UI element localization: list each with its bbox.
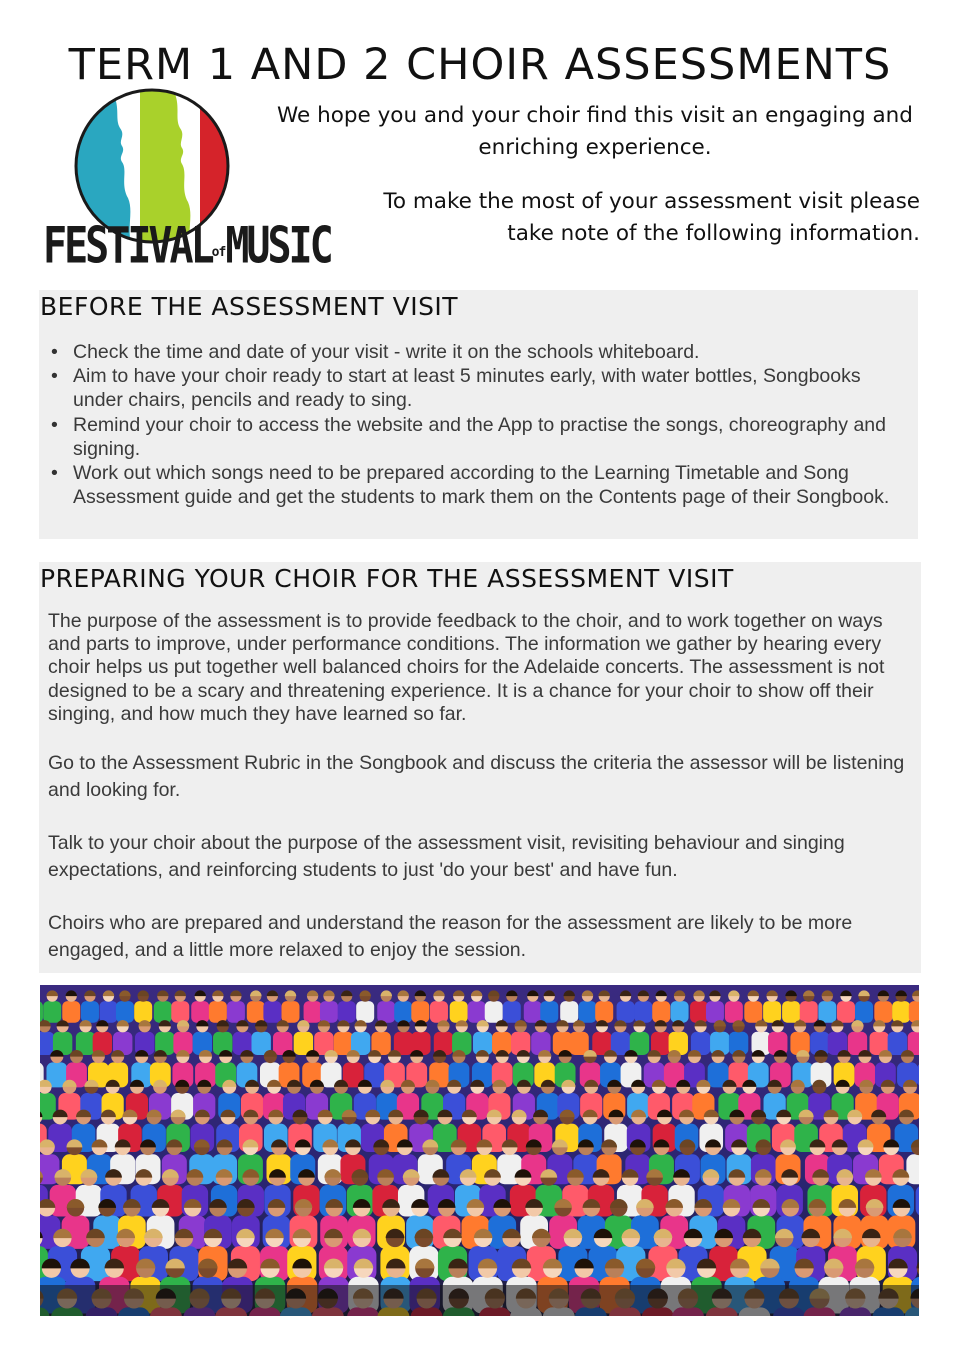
singer-shirt xyxy=(595,1001,613,1023)
singer-hair xyxy=(506,990,518,996)
singer-hair xyxy=(397,990,409,996)
choir-photo-image xyxy=(40,985,919,1316)
singer-shirt xyxy=(818,1001,836,1023)
singer-hair xyxy=(785,990,797,996)
singer-hair xyxy=(137,990,149,996)
singer-hair xyxy=(693,990,705,996)
singer-shirt xyxy=(116,1001,134,1023)
singer-hair xyxy=(544,990,556,996)
singer-hair xyxy=(748,990,760,996)
preparing-section xyxy=(39,562,921,973)
singer-shirt xyxy=(578,1001,596,1023)
list-item: • Work out which songs need to be prepared according to the Learning Timetable and Song Assessment guide and get the students to mark them on the Contents page of their Songbook. xyxy=(51,461,911,509)
singer-shirt xyxy=(917,1062,919,1087)
list-item: • Remind your choir to access the website and the App to practise the songs, choreography and signing. xyxy=(51,413,911,461)
singer-hair xyxy=(527,990,539,996)
singer-shirt xyxy=(263,1001,281,1023)
page-title: TERM 1 AND 2 CHOIR ASSESSMENTS xyxy=(68,40,892,90)
singer-shirt xyxy=(874,1001,892,1023)
singer-hair xyxy=(307,990,319,996)
singer-hair xyxy=(582,990,594,996)
singer-shirt xyxy=(62,1001,80,1023)
singer-shirt xyxy=(671,1001,689,1023)
singer-hair xyxy=(65,990,77,996)
singer-hair xyxy=(212,990,224,996)
stage-foreground xyxy=(40,1285,919,1316)
singer-hair xyxy=(878,990,890,996)
singer-shirt xyxy=(411,1001,429,1023)
intro-paragraph-2 xyxy=(270,186,920,250)
singer-shirt xyxy=(134,1001,152,1023)
singer-shirt xyxy=(652,1001,670,1023)
singer-shirt xyxy=(916,1185,919,1217)
logo-wordmark xyxy=(43,217,331,280)
singer-hair xyxy=(912,990,919,996)
singer-shirt xyxy=(706,1001,724,1023)
singer-shirt xyxy=(569,1032,588,1055)
preparing-paragraph: Go to the Assessment Rubric in the Songbook and discuss the criteria the assessor will be listening and looking for. xyxy=(48,752,905,802)
intro-paragraph-2-line-1: To make the most of your assessment visit please xyxy=(383,189,920,214)
singer-shirt xyxy=(40,1032,54,1055)
preparing-paragraph: The purpose of the assessment is to provide feedback to the choir, and to work together on ways and parts to improve, under performance conditions. The information we gather by hearing every choir helps us put together well balanced choirs for the Adelaide concerts. The assessment is not designed to be a scary and threatening experience. It is a chance for your choir to show off their singing, and how much they have learned so far. xyxy=(48,610,885,725)
singer-shirt xyxy=(837,1001,855,1023)
singer-hair xyxy=(415,990,427,996)
singer-hair xyxy=(103,990,115,996)
singer-shirt xyxy=(40,1001,43,1023)
singer-hair xyxy=(230,990,242,996)
singer-hair xyxy=(119,990,131,996)
choir-photo xyxy=(40,985,919,1316)
singer-shirt xyxy=(560,1001,578,1023)
singer-shirt xyxy=(209,1001,227,1023)
singer-hair xyxy=(895,990,907,996)
singer-shirt xyxy=(450,1001,468,1023)
before-visit-list xyxy=(51,340,911,509)
singer-hair xyxy=(341,990,353,996)
singer-shirt xyxy=(191,1001,209,1023)
singer-hair xyxy=(709,990,721,996)
singer-hair xyxy=(380,990,392,996)
singer-shirt xyxy=(800,1001,818,1023)
singer-shirt xyxy=(892,1001,910,1023)
singer-shirt xyxy=(744,1001,762,1023)
before-visit-heading: BEFORE THE ASSESSMENT VISIT xyxy=(40,292,459,321)
singer-shirt xyxy=(304,1001,322,1023)
festival-of-music-logo xyxy=(40,88,331,280)
singer-hair xyxy=(175,990,187,996)
singer-hair xyxy=(766,990,778,996)
singer-shirt xyxy=(377,1001,395,1023)
preparing-paragraph: Talk to your choir about the purpose of the assessment visit, revisiting behaviour and singing expectations, and reinforcing students to just 'do your best' and have fun. xyxy=(48,832,845,882)
list-item: • Aim to have your choir ready to start at least 5 minutes early, with water bottles, Songbooks under chairs, pencils and ready to sing. xyxy=(51,364,911,412)
singer-shirt xyxy=(154,1001,172,1023)
singer-shirt xyxy=(763,1001,781,1023)
singer-hair xyxy=(840,990,852,996)
singer-hair xyxy=(250,990,262,996)
singer-shirt xyxy=(485,1001,503,1023)
singer-shirt xyxy=(227,1001,245,1023)
logo-word-festival: FESTIVAL xyxy=(43,217,212,275)
singer-shirt xyxy=(338,1001,356,1023)
singer-shirt xyxy=(634,1001,652,1023)
singer-hair xyxy=(858,990,870,996)
singer-shirt xyxy=(430,1001,448,1023)
preparing-heading: PREPARING YOUR CHOIR FOR THE ASSESSMENT VISIT xyxy=(40,564,734,593)
singer-shirt xyxy=(855,1001,873,1023)
singer-shirt xyxy=(524,1001,542,1023)
singer-hair xyxy=(563,990,575,996)
singer-shirt xyxy=(247,1001,265,1023)
logo-word-music: MUSIC xyxy=(225,217,331,275)
singer-hair xyxy=(471,990,483,996)
list-item: • Check the time and date of your visit - write it on the schools whiteboard. xyxy=(51,340,911,364)
singer-shirt xyxy=(43,1001,61,1023)
singer-shirt xyxy=(690,1001,708,1023)
singer-hair xyxy=(638,990,650,996)
singer-hair xyxy=(359,990,371,996)
singer-shirt xyxy=(81,1001,99,1023)
preparing-body xyxy=(48,610,913,964)
intro-paragraph-1: We hope you and your choir find this visit an engaging and enriching experience. xyxy=(277,103,913,160)
singer-hair xyxy=(46,990,58,996)
singer-shirt xyxy=(725,1001,743,1023)
singer-shirt xyxy=(356,1001,374,1023)
singer-hair xyxy=(157,990,169,996)
singer-hair xyxy=(84,990,96,996)
singer-hair xyxy=(598,990,610,996)
singer-hair xyxy=(620,990,632,996)
singer-shirt xyxy=(617,1001,635,1023)
singer-shirt xyxy=(99,1001,117,1023)
singer-hair xyxy=(655,990,667,996)
intro-text xyxy=(270,100,920,250)
singer-shirt xyxy=(782,1001,800,1023)
intro-paragraph-2-line-2: take note of the following information. xyxy=(507,221,920,246)
singer-hair xyxy=(488,990,500,996)
before-visit-section xyxy=(39,290,918,539)
singer-hair xyxy=(285,990,297,996)
singer-hair xyxy=(323,990,335,996)
singer-hair xyxy=(674,990,686,996)
singer-shirt xyxy=(171,1001,189,1023)
singer-shirt xyxy=(503,1001,521,1023)
singer-hair xyxy=(453,990,465,996)
singer-shirt xyxy=(909,1001,919,1023)
logo-word-of: of xyxy=(211,245,226,260)
singer-shirt xyxy=(320,1001,338,1023)
singer-hair xyxy=(822,990,834,996)
singer-shirt xyxy=(394,1001,412,1023)
singer-shirt xyxy=(540,1001,558,1023)
singer-hair xyxy=(267,990,279,996)
singer-hair xyxy=(728,990,740,996)
singer-shirt xyxy=(468,1001,486,1023)
singer-hair xyxy=(433,990,445,996)
singer-shirt xyxy=(281,1001,299,1023)
preparing-paragraph: Choirs who are prepared and understand the reason for the assessment are likely to be more engaged, and a little more relaxed to enjoy the session. xyxy=(48,912,853,962)
singer-hair xyxy=(803,990,815,996)
singer-hair xyxy=(194,990,206,996)
